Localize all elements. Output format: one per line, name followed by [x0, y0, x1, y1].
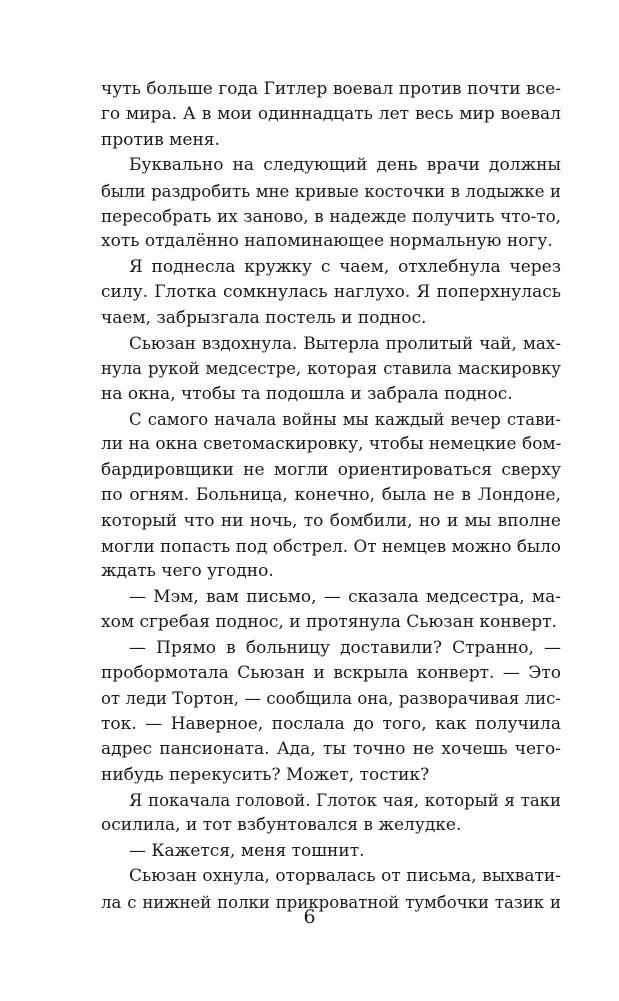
text-line: ждать чего угодно. [101, 561, 274, 582]
text-line: силу. Глотка сомкнулась наглухо. Я поперхнулась [101, 282, 561, 303]
text-line: ток. — Наверное, послала до того, как получила [101, 713, 561, 734]
text-line: на окна, чтобы та подошла и забрала поднос. [101, 383, 513, 404]
text-line: пробормотала Сьюзан и вскрыла конверт. — Это [101, 662, 561, 683]
text-line: Сьюзан охнула, оторвалась от письма, выхвати- [129, 866, 561, 887]
text-line: хоть отдалённо напоминающее нормальную ногу. [101, 231, 553, 252]
text-line: от леди Тортон, — сообщила она, разворачивая лис- [101, 689, 561, 709]
text-line: ла с нижней полки прикроватной тумбочки тазик и [101, 892, 561, 912]
text-line: нибудь перекусить? Может, тостик? [101, 764, 430, 785]
text-line: против меня. [101, 129, 220, 150]
text-line: чаем, забрызгала постель и поднос. [101, 307, 427, 328]
text-line: — Кажется, меня тошнит. [129, 840, 365, 861]
text-line: по огням. Больница, конечно, была не в Лондоне, [101, 485, 561, 506]
text-line: пересобрать их заново, в надежде получить что-то, [101, 205, 561, 226]
text-line: могли попасть под обстрел. От немцев можно было [101, 536, 561, 557]
text-line: Сьюзан вздохнула. Вытерла пролитый чай, мах- [129, 332, 561, 353]
text-line: Я покачала головой. Глоток чая, который я таки [129, 790, 561, 810]
text-line: С самого начала войны мы каждый вечер стави- [129, 410, 561, 430]
text-line: — Мэм, вам письмо, — сказала медсестра, ма- [129, 586, 561, 607]
text-line: осилила, и тот взбунтовался в желудке. [101, 815, 462, 836]
text-line: Я поднесла кружку с чаем, отхлебнула через [129, 256, 561, 277]
text-line: бардировщики не могли ориентироваться сверху [101, 459, 561, 480]
body-text [101, 77, 561, 915]
text-line: Буквально на следующий день врачи должны [129, 155, 561, 176]
text-line: были раздробить мне кривые косточки в лодыжке и [101, 181, 561, 201]
text-line: адрес пансионата. Ада, ты точно не хочешь чего- [101, 739, 561, 760]
text-line: чуть больше года Гитлер воевал против почти все- [101, 79, 561, 99]
text-line: хом сгребая поднос, и протянула Сьюзан конверт. [101, 612, 557, 633]
text-line: который что ни ночь, то бомбили, но и мы вполне [101, 510, 561, 531]
text-line: — Прямо в больницу доставили? Странно, — [129, 637, 561, 658]
text-line: ли на окна светомаскировку, чтобы немецкие бом- [101, 434, 562, 455]
text-line: го мира. А в мои одиннадцать лет весь мир воевал [101, 104, 561, 125]
text-line: нула рукой медсестре, которая ставила маскировку [101, 359, 561, 379]
page-number: 6 [303, 906, 316, 928]
